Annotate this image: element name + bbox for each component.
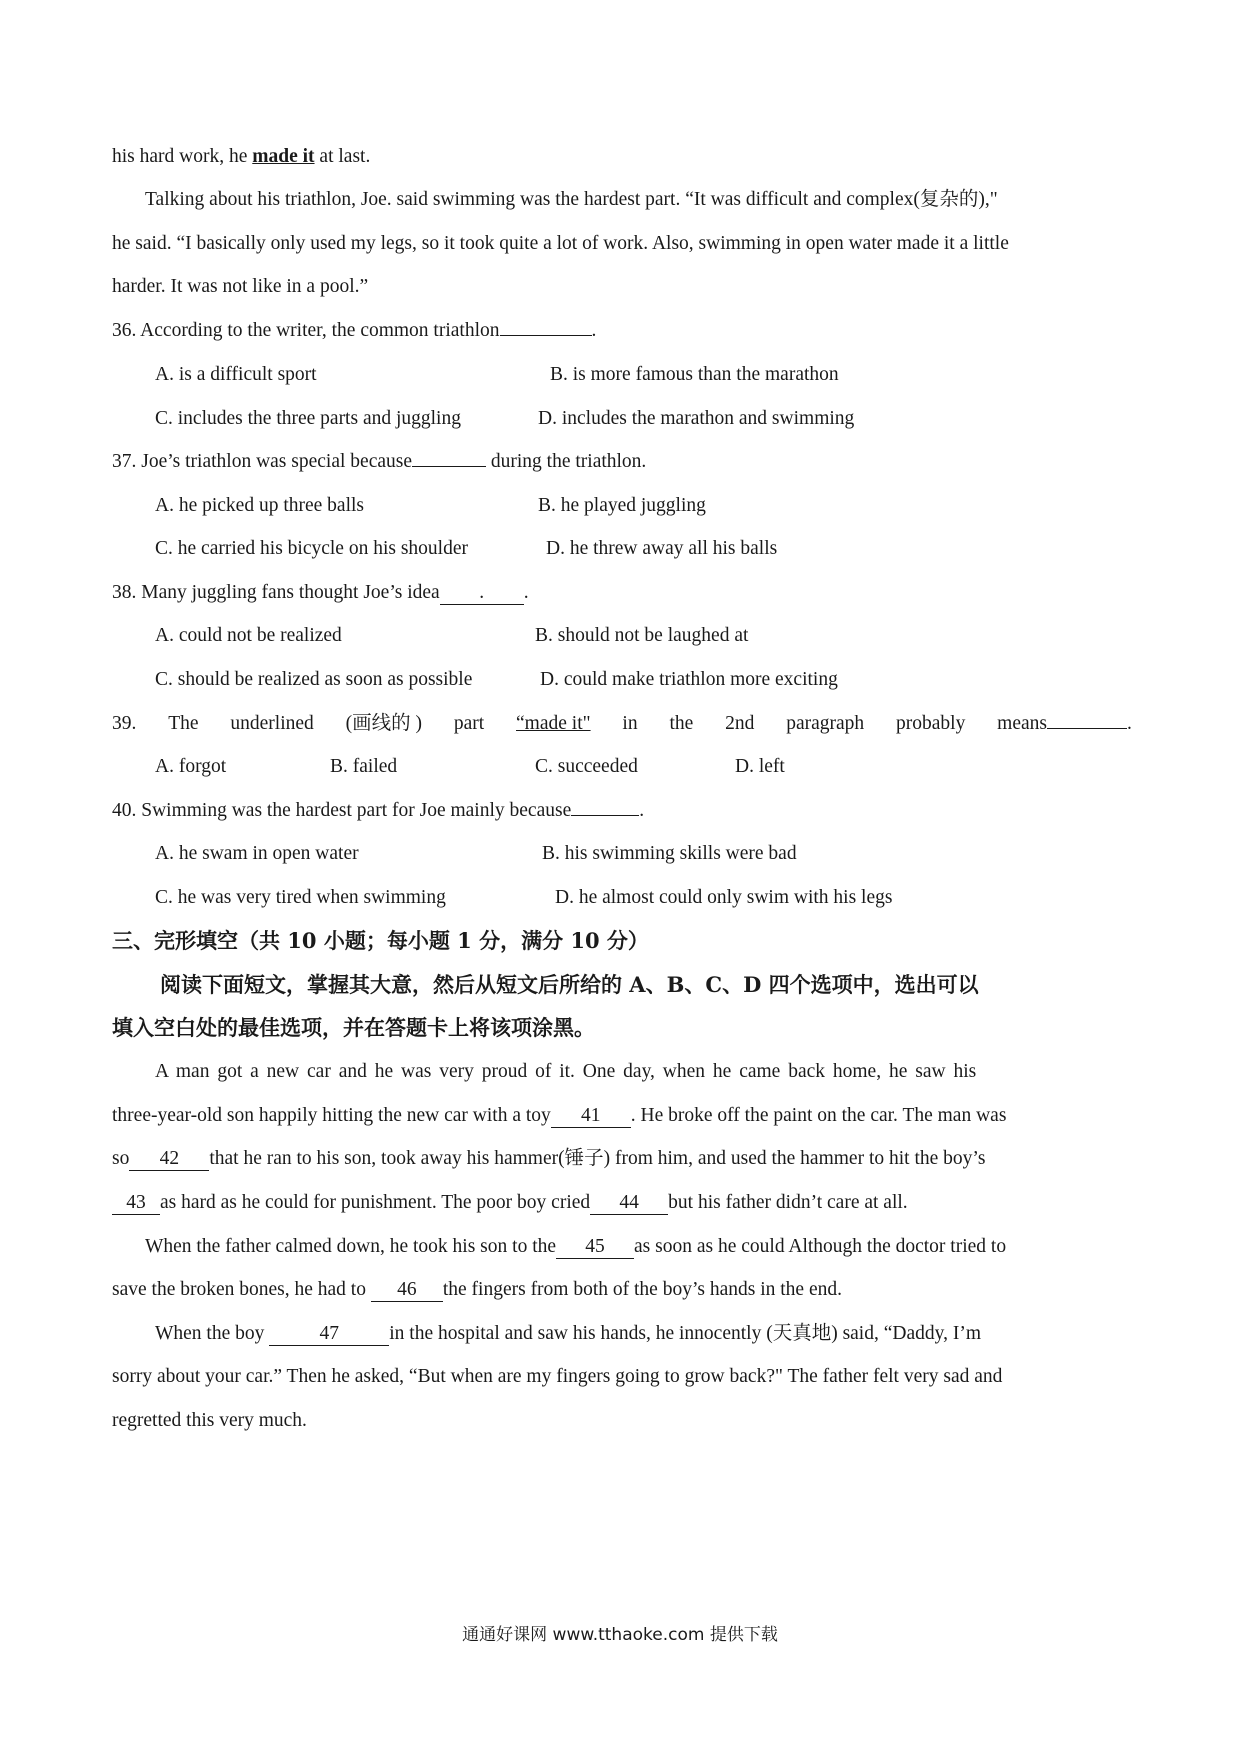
question-stem: 37. Joe’s triathlon was special because [112,451,412,472]
text: as hard as he could for punishment. The poor boy cried [160,1192,591,1213]
passage-line: sorry about your car.” Then he asked, “But when are my fingers going to grow back?" The father felt very sad and [112,1366,1003,1387]
word: in [622,713,638,734]
option-a: A. he swam in open water [155,843,359,864]
passage-line [112,1276,1132,1304]
blank-46: 46 [371,1279,443,1302]
option-b: B. he played juggling [538,495,706,516]
passage-line [112,1189,1132,1217]
word-with-blank: means . [997,713,1132,734]
word: the [669,713,694,734]
passage-line: A man got a new car and he was very proud of it. One day, when he came back home, he saw his [155,1061,977,1082]
text: in the hospital and saw his hands, he innocently (天真地) said, “Daddy, I’m [389,1323,982,1344]
word: underlined [230,713,314,734]
blank-45: 45 [556,1236,634,1259]
passage-line [112,143,1132,171]
answer-blank [412,466,486,467]
text: . [639,800,645,821]
blank-43: 43 [112,1192,160,1215]
option-a: A. is a difficult sport [155,364,317,385]
word: paragraph [786,713,865,734]
text: three-year-old son happily hitting the new car with a toy [112,1105,551,1126]
text: at last. [314,146,371,167]
word: 2nd [725,713,755,734]
text: his hard work, he [112,146,253,167]
blank-47: 47 [269,1323,389,1346]
answer-blank [1047,728,1127,729]
instruction-line: 填入空白处的最佳选项，并在答题卡上将该项涂黑。 [112,1015,595,1040]
underlined-phrase: made it [252,146,315,167]
option-c: C. should be realized as soon as possible [155,669,473,690]
option-d: D. could make triathlon more exciting [540,669,838,690]
option-b: B. is more famous than the marathon [550,364,839,385]
option-d: D. left [735,756,785,777]
question-stem: 38. Many juggling fans thought Joe’s idea [112,582,440,603]
option-b: B. his swimming skills were bad [542,843,797,864]
text: that he ran to his son, took away his hammer(锤子) from him, and used the hammer to hit the boy’s [209,1148,986,1169]
text: When the boy [155,1323,270,1344]
blank-41: 41 [551,1105,631,1128]
option-d: D. he almost could only swim with his legs [555,887,893,908]
passage-line: harder. It was not like in a pool.” [112,276,369,297]
underlined-phrase: “made it" [516,713,591,734]
option-a: A. could not be realized [155,625,342,646]
passage-line [155,1320,1175,1348]
answer-blank: . [440,582,524,605]
text: . [591,320,597,341]
text: save the broken bones, he had to [112,1279,371,1300]
word: means [997,713,1047,734]
option-a: A. forgot [155,756,227,777]
text: . He broke off the paint on the car. The man was [630,1105,1007,1126]
blank-44: 44 [590,1192,668,1215]
word: part [453,713,485,734]
option-c: C. succeeded [535,756,638,777]
question-37 [112,448,1132,476]
page-footer: 通通好课网 www.tthaoke.com 提供下载 [462,1625,778,1645]
option-a: A. he picked up three balls [155,495,365,516]
word: The [168,713,199,734]
question-stem: 36. According to the writer, the common triathlon [112,320,500,341]
answer-blank [571,815,639,816]
passage-line: Talking about his triathlon, Joe. said swimming was the hardest part. “It was difficult and complex(复杂的)," [145,189,998,210]
passage-line [145,1233,1165,1261]
text: but his father didn’t care at all. [668,1192,908,1213]
option-b: B. failed [330,756,398,777]
text: . [523,582,529,603]
question-40 [112,797,1132,825]
passage-line: regretted this very much. [112,1410,307,1431]
instruction-line: 阅读下面短文，掌握其大意，然后从短文后所给的 A、B、C、D 四个选项中，选出可以 [160,972,979,997]
question-36 [112,317,1132,345]
section-heading: 三、完形填空（共 10 小题；每小题 1 分，满分 10 分） [112,928,649,953]
blank-42: 42 [129,1148,209,1171]
answer-blank [500,335,592,336]
option-c: C. he carried his bicycle on his shoulder [155,538,468,559]
passage-line [112,1102,1132,1130]
option-d: D. he threw away all his balls [546,538,778,559]
word: probably [896,713,966,734]
question-38 [112,579,1132,607]
passage-line [112,1145,1132,1173]
text: as soon as he could Although the doctor tried to [634,1236,1007,1257]
word: (画线的 ) [345,713,422,734]
text: the fingers from both of the boy’s hands in the end. [442,1279,842,1300]
text: during the triathlon. [486,451,647,472]
question-number: 39. [112,713,137,734]
option-d: D. includes the marathon and swimming [538,408,855,429]
text: When the father calmed down, he took his son to the [145,1236,557,1257]
passage-line: he said. “I basically only used my legs, so it took quite a lot of work. Also, swimming in open water made it a little [112,233,1009,254]
text: so [112,1148,130,1169]
question-stem: 40. Swimming was the hardest part for Joe mainly because [112,800,572,821]
option-c: C. includes the three parts and juggling [155,408,461,429]
option-c: C. he was very tired when swimming [155,887,446,908]
question-39 [112,710,1132,738]
option-b: B. should not be laughed at [535,625,749,646]
